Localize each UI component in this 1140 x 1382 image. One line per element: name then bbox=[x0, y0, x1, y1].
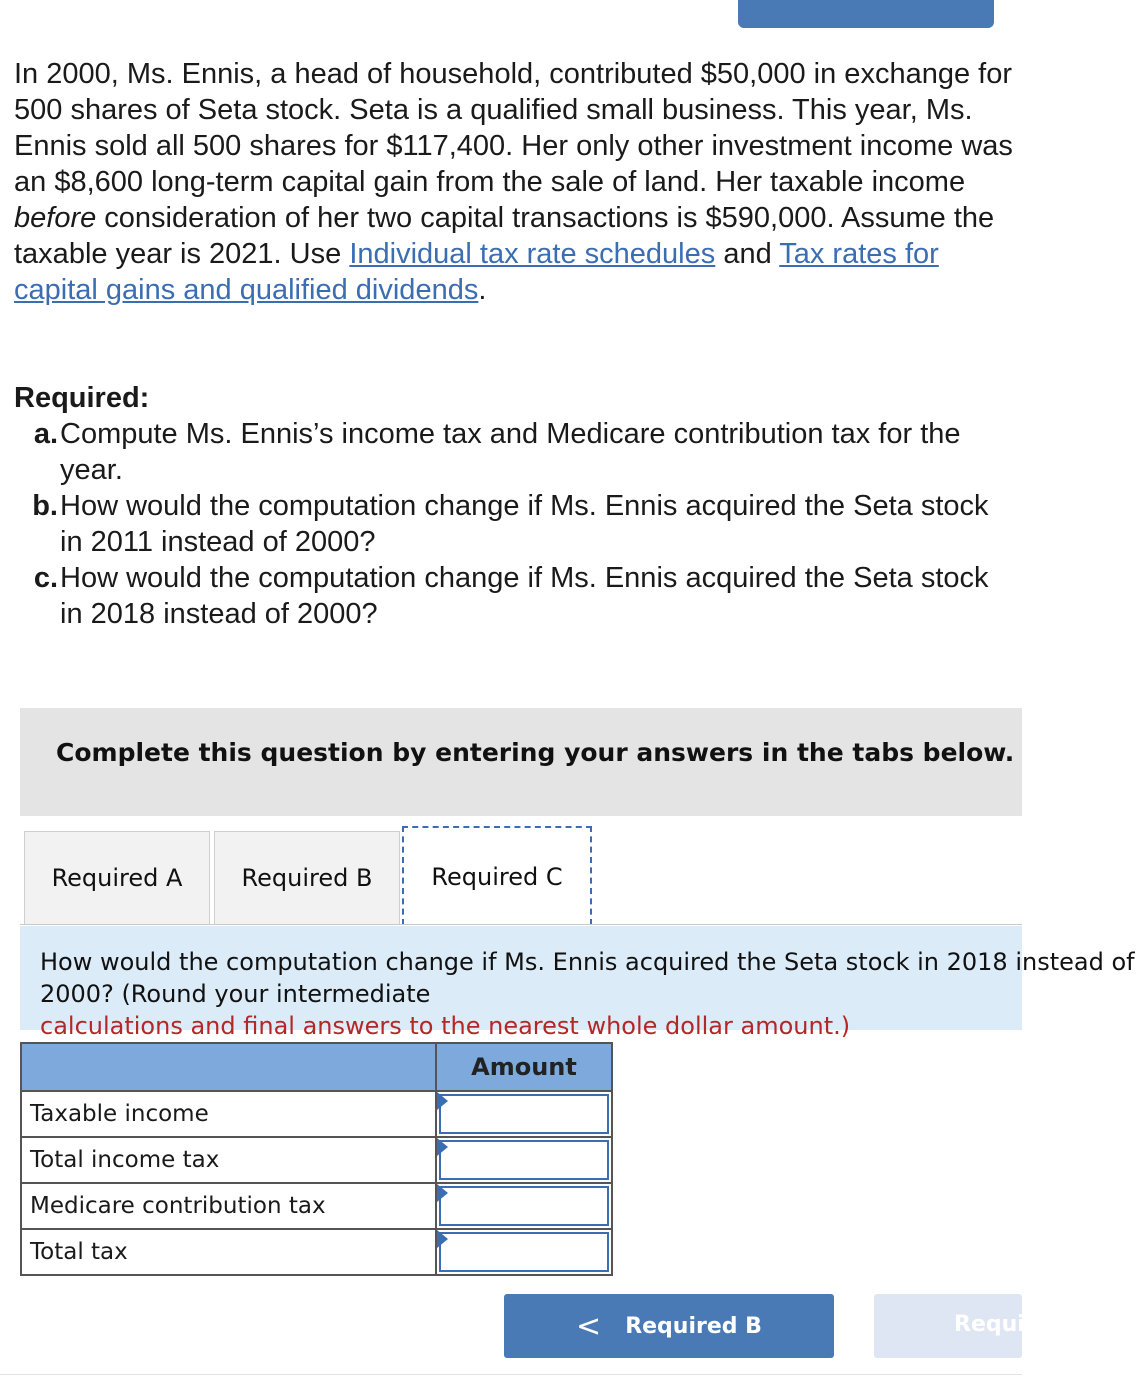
tab-label: Required A bbox=[51, 864, 183, 892]
prev-label: Required B bbox=[625, 1313, 762, 1339]
input-box[interactable] bbox=[439, 1186, 609, 1226]
required-letter: c. bbox=[33, 562, 58, 594]
cell-marker-icon bbox=[437, 1184, 448, 1202]
prev-required-b-button[interactable] bbox=[504, 1294, 834, 1358]
problem-emphasis: before bbox=[14, 202, 97, 234]
instructions-note: calculations and final answers to the nearest whole dollar amount.) bbox=[40, 1012, 851, 1040]
medicare-contribution-tax-input[interactable] bbox=[436, 1183, 612, 1229]
table-row bbox=[21, 1183, 612, 1229]
table-header-amount: Amount bbox=[436, 1043, 612, 1091]
required-heading: Required: bbox=[14, 382, 150, 414]
input-box[interactable] bbox=[439, 1232, 609, 1272]
check-my-work-button[interactable] bbox=[738, 0, 994, 28]
next-label: Required C bbox=[954, 1312, 1091, 1337]
cell-marker-icon bbox=[437, 1230, 448, 1248]
bottom-divider bbox=[0, 1374, 1022, 1375]
required-list bbox=[14, 416, 1014, 632]
required-letter: b. bbox=[32, 490, 58, 522]
cell-marker-icon bbox=[437, 1138, 448, 1156]
problem-end-text: . bbox=[478, 274, 487, 306]
tab-required-a[interactable] bbox=[24, 831, 210, 925]
table-row bbox=[21, 1091, 612, 1137]
taxable-income-input[interactable] bbox=[436, 1091, 612, 1137]
next-required-c-button bbox=[874, 1294, 1091, 1358]
instructions-banner bbox=[20, 708, 1022, 816]
required-text: How would the computation change if Ms. Ennis acquired the Seta stock in 2018 instead of 2000? bbox=[60, 562, 989, 630]
required-item-c bbox=[14, 560, 1014, 632]
row-label: Taxable income bbox=[21, 1091, 436, 1137]
tab-divider bbox=[20, 924, 1022, 925]
answer-table bbox=[20, 1042, 613, 1276]
table-header-row bbox=[21, 1043, 612, 1091]
table-header-blank bbox=[21, 1043, 436, 1091]
table-row bbox=[21, 1229, 612, 1275]
instructions-text bbox=[40, 946, 1140, 1042]
total-income-tax-input[interactable] bbox=[436, 1137, 612, 1183]
required-text: How would the computation change if Ms. Ennis acquired the Seta stock in 2011 instead of 2000? bbox=[60, 490, 989, 558]
tab-label: Required C bbox=[431, 862, 563, 891]
tab-label: Required B bbox=[241, 864, 373, 892]
row-label: Total income tax bbox=[21, 1137, 436, 1183]
required-item-a bbox=[14, 416, 1014, 488]
question-instructions bbox=[20, 926, 1135, 1040]
tab-required-b[interactable] bbox=[214, 831, 400, 925]
required-letter: a. bbox=[33, 418, 58, 450]
individual-tax-rate-schedules-link[interactable]: Individual tax rate schedules bbox=[349, 238, 716, 270]
capital-gains-tax-rates-link[interactable]: Tax rates for capital gains and qualified dividends bbox=[14, 238, 939, 306]
chevron-left-icon: < bbox=[576, 1308, 602, 1344]
problem-text-2: consideration of her two capital transactions is $590,000. Assume the taxable year is 2021. Use bbox=[14, 202, 995, 270]
total-tax-input[interactable] bbox=[436, 1229, 612, 1275]
row-label: Medicare contribution tax bbox=[21, 1183, 436, 1229]
banner-text: Complete this question by entering your answers in the tabs below. bbox=[56, 738, 1015, 767]
tab-required-c[interactable] bbox=[402, 826, 592, 925]
cell-marker-icon bbox=[437, 1092, 448, 1110]
problem-and-text: and bbox=[715, 238, 780, 270]
row-label: Total tax bbox=[21, 1229, 436, 1275]
input-box[interactable] bbox=[439, 1094, 609, 1134]
problem-statement bbox=[14, 56, 1014, 308]
required-text: Compute Ms. Ennis’s income tax and Medicare contribution tax for the year. bbox=[60, 418, 961, 486]
problem-text-1: In 2000, Ms. Ennis, a head of household, contributed $50,000 in exchange for 500 shares of Seta stock. Seta is a qualified small business. This year, Ms. Ennis sold all 500 shares for $117,400. Her only other investment income was an $8,600 long-term capital gain from the sale of land. Her taxable income bbox=[14, 58, 1013, 198]
required-item-b bbox=[14, 488, 1014, 560]
table-row bbox=[21, 1137, 612, 1183]
input-box[interactable] bbox=[439, 1140, 609, 1180]
instructions-question: How would the computation change if Ms. Ennis acquired the Seta stock in 2018 instead of 2000? (Round your intermediate bbox=[40, 948, 1135, 1008]
